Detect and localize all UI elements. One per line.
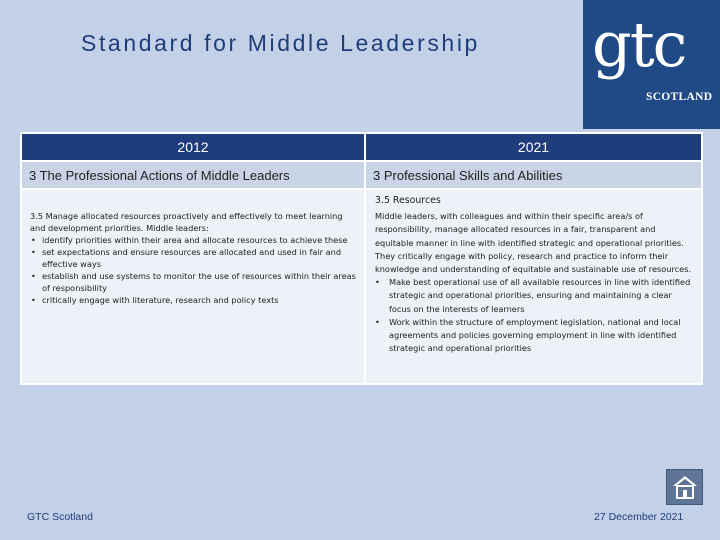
content-cell-2021	[365, 189, 702, 384]
intro-2012: 3.5 Manage allocated resources proactively and effectively to meet learning and development priorities. Middle leaders:	[30, 211, 343, 233]
home-icon	[671, 473, 699, 501]
column-header-2021: 2021	[365, 133, 702, 161]
list-item: • Make best operational use of all available resources in line with identified strategic and operational priorities, ensuring and maintaining a clear focus on the interests of learners	[375, 276, 693, 316]
home-button[interactable]	[666, 469, 703, 505]
intro-2021: Middle leaders, with colleagues and within their specific area/s of responsibility, manage allocated resources in a fair, transparent and equitable manner in line with identified strategic and operational priorities. They critically engage with policy, research and practice to inform their knowledge and understanding of equitable and sustainable use of resources.	[375, 211, 692, 275]
list-item: • critically engage with literature, research and policy texts	[30, 294, 356, 306]
footer-date: 27 December 2021	[594, 511, 684, 523]
footer-organization: GTC Scotland	[27, 511, 93, 523]
logo-mark: gtc	[592, 8, 686, 81]
list-item: • identify priorities within their area and allocate resources to achieve these	[30, 234, 356, 246]
subheading-2021: 3 Professional Skills and Abilities	[365, 161, 702, 189]
comparison-table	[20, 132, 703, 385]
bullet-list-2012	[30, 234, 356, 306]
bullet-list-2021	[375, 276, 693, 355]
column-header-2012: 2012	[21, 133, 365, 161]
gtc-logo	[583, 0, 720, 129]
logo-subtext: SCOTLAND	[646, 91, 713, 103]
list-item: • Work within the structure of employment legislation, national and local agreements and policies governing employment in line with identified strategic and operational priorities	[375, 316, 693, 356]
subheading-2012: 3 The Professional Actions of Middle Leaders	[21, 161, 365, 189]
list-item: • set expectations and ensure resources are allocated and used in fair and effective ways	[30, 246, 356, 270]
section-heading-2021: 3.5 Resources	[375, 195, 441, 206]
page-title: Standard for Middle Leadership	[81, 30, 480, 56]
content-cell-2012	[21, 189, 365, 384]
list-item: • establish and use systems to monitor the use of resources within their areas of responsibility	[30, 270, 356, 294]
